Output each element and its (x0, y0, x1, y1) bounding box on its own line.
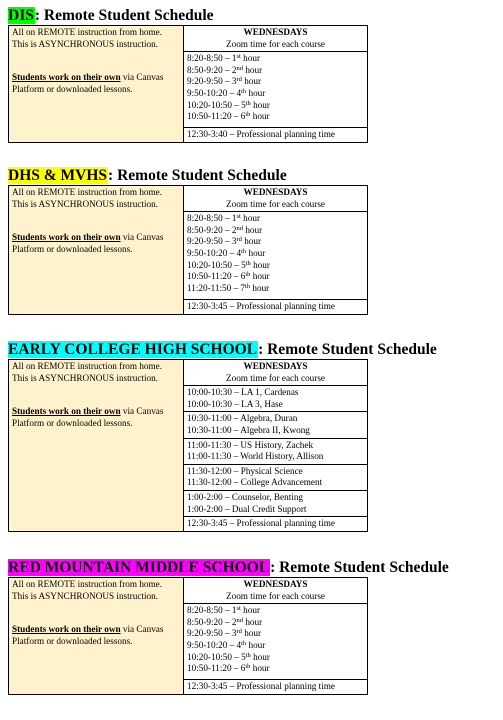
schedule-table-early-college (8, 359, 368, 532)
planning-time: 12:30-3:45 – Professional planning time (184, 680, 368, 695)
schedule-header (184, 186, 368, 212)
slot-list (184, 604, 368, 680)
school-name: DIS (8, 7, 34, 24)
hour-slot: 9:50-10:20 – 4th hour (187, 247, 266, 258)
course-group (184, 464, 368, 490)
heading-suffix: : Remote Student Schedule (258, 341, 437, 358)
hour-slot: 10:20-10:50 – 5th hour (187, 99, 270, 110)
course-slot: 10:30-11:00 – Algebra II, Kwong (187, 424, 310, 435)
hour-slot: 8:20-8:50 – 1st hour (187, 605, 260, 616)
school-name: DHS & MVHS (8, 167, 108, 184)
hour-slot: 10:20-10:50 – 5th hour (187, 651, 270, 662)
header-subtitle: Zoom time for each course (226, 372, 325, 383)
work-note: Students work on their own via Canvas Platform or downloaded lessons. (12, 72, 164, 94)
course-group (184, 490, 368, 516)
hour-slot: 9:50-10:20 – 4th hour (187, 639, 266, 650)
schedule-table-dis (8, 25, 368, 143)
instruction-note (9, 578, 184, 695)
course-group (184, 386, 368, 412)
hour-slot: 8:20-8:50 – 1st hour (187, 213, 260, 224)
instruction-text: All on REMOTE instruction from home. This is ASYNCHRONOUS instruction. (12, 579, 163, 601)
heading-suffix: : Remote Student Schedule (34, 7, 214, 24)
school-name: RED MOUNTAIN MIDDLE SCHOOL (8, 559, 270, 576)
day-label: WEDNESDAYS (243, 579, 308, 589)
hour-slot: 9:20-9:50 – 3rd hour (187, 236, 262, 247)
section-heading-red-mountain (8, 558, 449, 577)
heading-suffix: : Remote Student Schedule (270, 559, 449, 576)
schedule-header (184, 26, 368, 52)
header-subtitle: Zoom time for each course (226, 38, 325, 49)
header-subtitle: Zoom time for each course (226, 590, 325, 601)
hour-slot: 8:50-9:20 – 2nd hour (187, 64, 263, 75)
work-note: Students work on their own via Canvas Platform or downloaded lessons. (12, 624, 164, 646)
planning-time: 12:30-3:45 – Professional planning time (184, 300, 368, 315)
work-note: Students work on their own via Canvas Platform or downloaded lessons. (12, 406, 164, 428)
schedule-table-dhs-mvhs (8, 185, 368, 315)
course-slot: 11:00-11:30 – World History, Allison (187, 451, 324, 462)
instruction-note (9, 360, 184, 532)
instruction-text: All on REMOTE instruction from home. This is ASYNCHRONOUS instruction. (12, 361, 163, 383)
instruction-note (9, 186, 184, 315)
hour-slot: 9:20-9:50 – 3rd hour (187, 76, 262, 87)
heading-suffix: : Remote Student Schedule (108, 167, 287, 184)
instruction-text: All on REMOTE instruction from home. This is ASYNCHRONOUS instruction. (12, 187, 163, 209)
school-name: EARLY COLLEGE HIGH SCHOOL (8, 341, 258, 358)
slot-list (184, 52, 368, 128)
hour-slot: 10:50-11:20 – 6th hour (187, 111, 270, 122)
hour-slot: 8:50-9:20 – 2nd hour (187, 616, 263, 627)
hour-slot: 8:50-9:20 – 2nd hour (187, 224, 263, 235)
hour-slot: 9:20-9:50 – 3rd hour (187, 628, 262, 639)
schedule-table-red-mountain (8, 577, 368, 695)
hour-slot: 10:50-11:20 – 6th hour (187, 663, 270, 674)
section-heading-dis (8, 6, 214, 25)
header-subtitle: Zoom time for each course (226, 198, 325, 209)
course-slot: 11:30-12:00 – Physical Science (187, 465, 303, 476)
work-note: Students work on their own via Canvas Platform or downloaded lessons. (12, 232, 164, 254)
day-label: WEDNESDAYS (243, 27, 308, 37)
course-slot: 10:00-10:30 – LA 1, Cardenas (187, 387, 299, 398)
hour-slot: 10:20-10:50 – 5th hour (187, 259, 270, 270)
course-slot: 1:00-2:00 – Dual Credit Support (187, 503, 307, 514)
course-slot: 10:00-10:30 – LA 3, Hase (187, 398, 283, 409)
section-heading-early-college (8, 340, 437, 359)
instruction-note (9, 26, 184, 143)
schedule-header (184, 360, 368, 386)
hour-slot: 9:50-10:20 – 4th hour (187, 87, 266, 98)
day-label: WEDNESDAYS (243, 361, 308, 371)
section-heading-dhs-mvhs (8, 166, 287, 185)
hour-slot: 11:20-11:50 – 7th hour (187, 282, 270, 293)
hour-slot: 8:20-8:50 – 1st hour (187, 53, 260, 64)
course-group (184, 412, 368, 438)
course-slot: 11:30-12:00 – College Advancement (187, 477, 323, 488)
planning-time: 12:30-3:45 – Professional planning time (184, 517, 368, 532)
day-label: WEDNESDAYS (243, 187, 308, 197)
schedule-header (184, 578, 368, 604)
slot-list (184, 212, 368, 300)
course-group (184, 438, 368, 464)
planning-time: 12:30-3:40 – Professional planning time (184, 128, 368, 143)
course-slot: 11:00-11:30 – US History, Zachek (187, 439, 314, 450)
instruction-text: All on REMOTE instruction from home. This is ASYNCHRONOUS instruction. (12, 27, 163, 49)
course-slot: 10:30-11:00 – Algebra, Duran (187, 413, 298, 424)
hour-slot: 10:50-11:20 – 6th hour (187, 271, 270, 282)
course-slot: 1:00-2:00 – Counselor, Benting (187, 491, 304, 502)
